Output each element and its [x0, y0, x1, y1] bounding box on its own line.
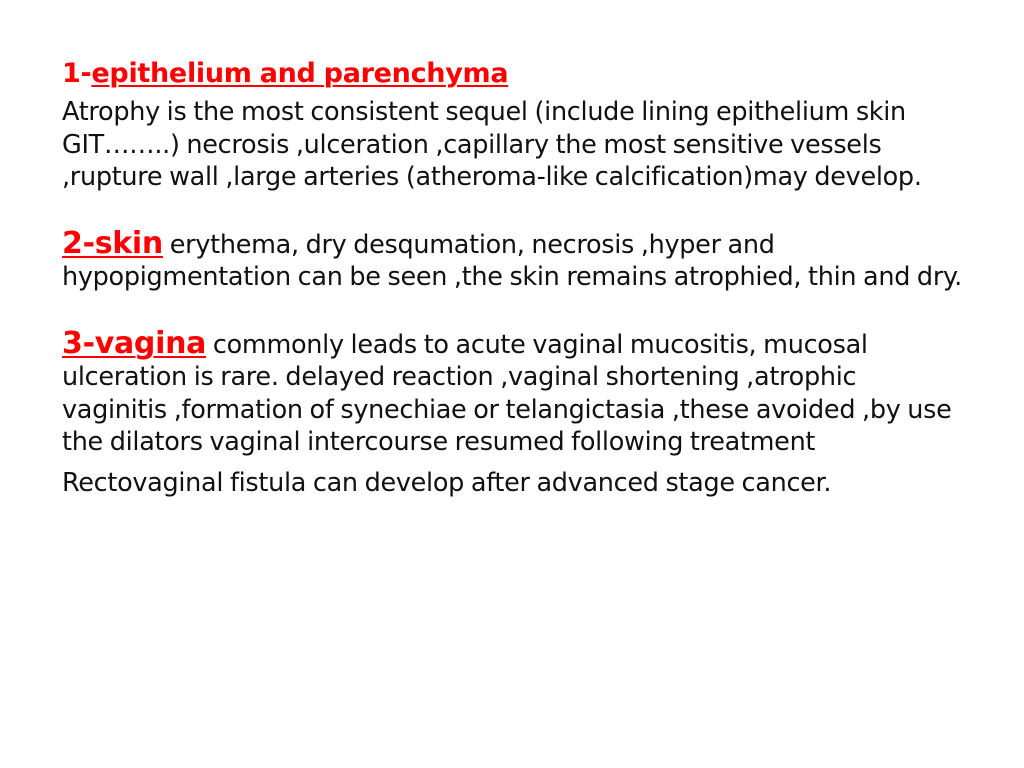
- spacer: [62, 194, 962, 228]
- slide-content: [62, 56, 962, 499]
- section1-number: 1-: [62, 58, 92, 89]
- section1-title: epithelium and parenchyma: [91, 58, 509, 89]
- section1-heading: [62, 56, 962, 92]
- section2-body: erythema, dry desqumation, necrosis ,hyper and hypopigmentation can be seen ,the skin remains atrophied, thin and dry.: [62, 229, 962, 292]
- section2-paragraph: [62, 225, 962, 294]
- spacer: [62, 294, 962, 328]
- section3-body: commonly leads to acute vaginal mucositis, mucosal ulceration is rare. delayed reaction ,vaginal shortening ,atrophic vaginitis ,formation of synechiae or telangictasia ,these avoided ,by use the dilators vaginal intercourse resumed following treatment: [62, 329, 952, 457]
- spacer: [62, 459, 962, 467]
- section3-title: 3-vagina: [62, 325, 207, 361]
- section1-body: Atrophy is the most consistent sequel (include lining epithelium skin GIT……..) necrosis ,ulceration ,capillary the most sensitive vessels ,rupture wall ,large arteries (atheroma-like calcification)may develop.: [62, 97, 922, 192]
- section3-paragraph: [62, 325, 962, 459]
- closing-paragraph: Rectovaginal fistula can develop after advanced stage cancer.: [62, 467, 832, 498]
- section2-title: 2-skin: [62, 225, 163, 261]
